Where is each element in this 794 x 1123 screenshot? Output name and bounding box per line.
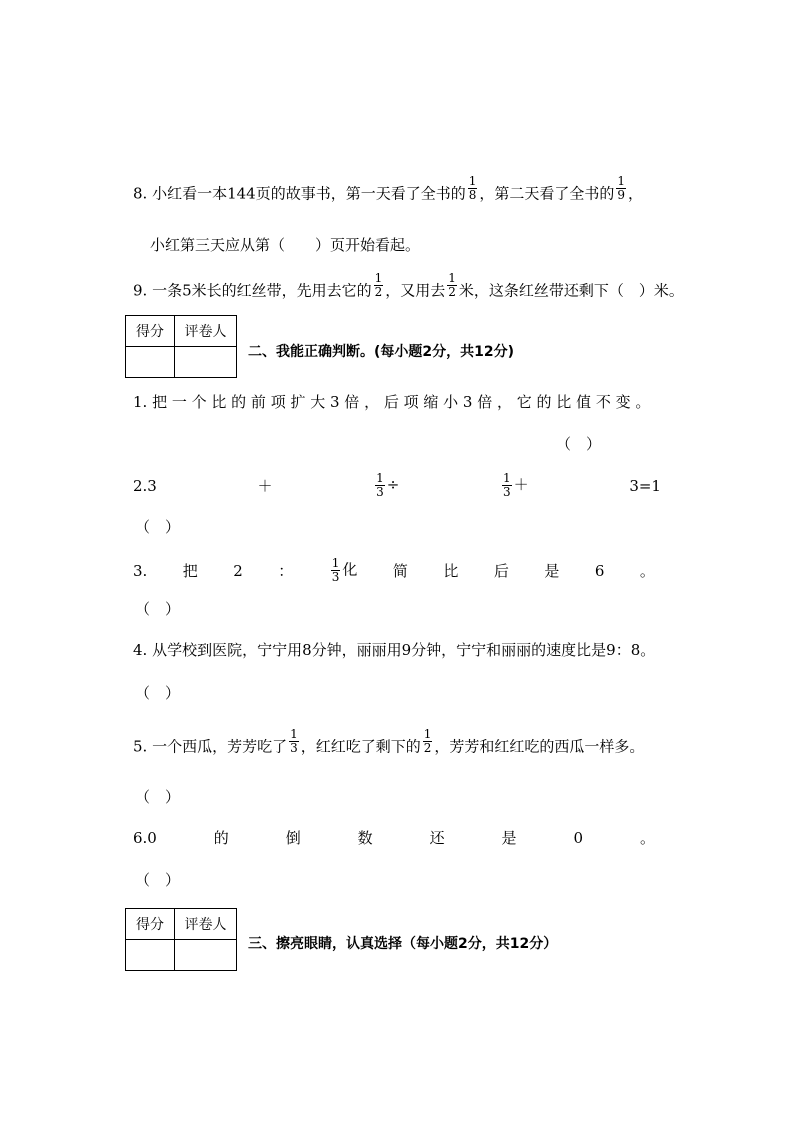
s2-question-4: 4. 从学校到医院，宁宁用8分钟，丽丽用9分钟，宁宁和丽丽的速度比是9：8。 bbox=[133, 641, 656, 659]
question-8-line1 bbox=[133, 174, 644, 208]
s2-question-1: 1. 把 一 个 比 的 前 项 扩 大 3 倍 ， 后 项 缩 小 3 倍 ， 它 的 比 值 不 变 。 bbox=[133, 393, 651, 411]
s2-q5-fraction-2: $\frac{1}{2}$ bbox=[423, 727, 432, 755]
score-cell[interactable] bbox=[126, 940, 175, 971]
q8-fraction-1: $\frac{1}{8}$ bbox=[468, 174, 477, 202]
score-header: 得分 bbox=[126, 316, 175, 347]
grader-cell[interactable] bbox=[175, 347, 237, 378]
s2-q1-answer[interactable]: （ ） bbox=[556, 435, 602, 453]
s2-q5-fraction-1: $\frac{1}{3}$ bbox=[290, 727, 298, 755]
q8-text-b: ，第二天看了全书的 bbox=[479, 184, 615, 203]
grader-header: 评卷人 bbox=[175, 316, 237, 347]
s2-question-2: 2.3 ＋ $\frac{1}{3}$ ÷ $\frac{1}{3}$ ＋ 3=1 bbox=[133, 471, 661, 499]
score-cell[interactable] bbox=[126, 347, 175, 378]
grader-header: 评卷人 bbox=[175, 909, 237, 940]
s2-q5-answer[interactable]: （ ） bbox=[135, 788, 181, 806]
q8-text-c: ， bbox=[628, 184, 644, 203]
score-header: 得分 bbox=[126, 909, 175, 940]
s2-question-5: 5. 一个西瓜，芳芳吃了 $\frac{1}{3}$ ，红红吃了剩下的 $\frac{1}{2}$ ，芳芳和红红吃的西瓜一样多。 bbox=[133, 727, 645, 756]
q9-fraction-1: $\frac{1}{2}$ bbox=[374, 271, 383, 299]
s2-q3-fraction: $\frac{1}{3}$ bbox=[331, 556, 340, 584]
s2-q4-answer[interactable]: （ ） bbox=[135, 684, 181, 702]
grader-cell[interactable] bbox=[175, 940, 237, 971]
q9-fraction-2: $\frac{1}{2}$ bbox=[448, 271, 456, 299]
q8-text-a: 8. 小红看一本144页的故事书，第一天看了全书的 bbox=[133, 184, 466, 203]
s2-q2-fraction-1: $\frac{1}{3}$ bbox=[376, 471, 384, 499]
section2-title: 二、我能正确判断。(每小题2分，共12分) bbox=[248, 344, 515, 360]
s2-q2-answer[interactable]: （ ） bbox=[135, 518, 181, 536]
q8-fraction-2: $\frac{1}{9}$ bbox=[617, 174, 626, 202]
section3-title: 三、擦亮眼睛，认真选择（每小题2分，共12分） bbox=[248, 936, 558, 952]
s2-q2-fraction-2: $\frac{1}{3}$ bbox=[503, 471, 511, 499]
score-table-section2 bbox=[125, 315, 237, 378]
question-8-line2: 小红第三天应从第（ ）页开始看起。 bbox=[150, 236, 421, 254]
question-9: 9. 一条5米长的红丝带，先用去它的 $\frac{1}{2}$ ，又用去 $\frac{1}{2}$ 米，这条红丝带还剩下（ ）米。 bbox=[133, 271, 684, 300]
score-table-section3 bbox=[125, 908, 237, 971]
s2-question-3: 3. 把 2 ： $\frac{1}{3}$ 化 简 比 后 是 6 。 bbox=[133, 556, 655, 584]
s2-q6-answer[interactable]: （ ） bbox=[135, 871, 181, 889]
s2-q3-answer[interactable]: （ ） bbox=[135, 600, 181, 618]
s2-question-6: 6.0 的 倒 数 还 是 0 。 bbox=[133, 829, 655, 847]
